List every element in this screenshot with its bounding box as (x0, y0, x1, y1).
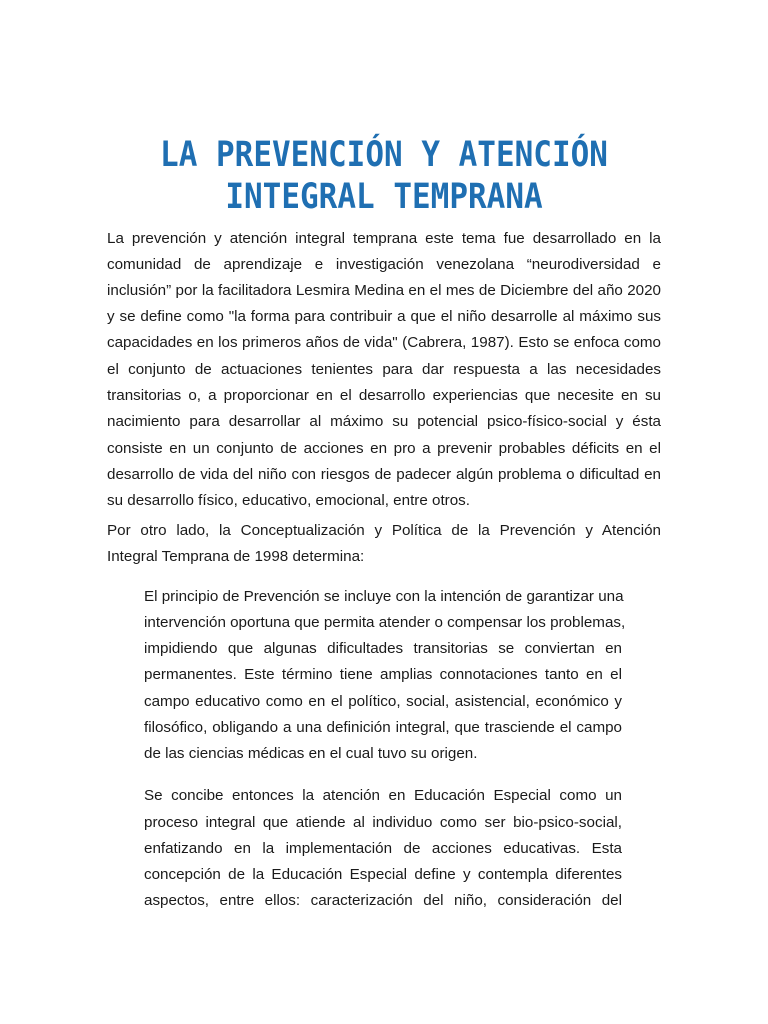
quote-line: proceso integral que atiende al individuo como ser bio-psico-social, (144, 814, 622, 831)
paragraph-line: y se define como "la forma para contribuir a que el niño desarrolle al máximo sus (107, 308, 661, 325)
quote-line: de las ciencias médicas en el cual tuvo su origen. (144, 745, 478, 762)
document-title-line-2: INTEGRAL TEMPRANA (225, 176, 543, 218)
quote-line: concepción de la Educación Especial define y contempla diferentes (144, 866, 622, 883)
quote-line: El principio de Prevención se incluye con la intención de garantizar una (144, 588, 624, 605)
paragraph-line: comunidad de aprendizaje e investigación venezolana “neurodiversidad e (107, 256, 661, 273)
paragraph-line: Integral Temprana de 1998 determina: (107, 548, 365, 565)
quote-line: Se concibe entonces la atención en Educación Especial como un (144, 787, 622, 804)
paragraph-line: desarrollo de vida del niño con riesgos de padecer algún problema o dificultad en (107, 466, 661, 483)
paragraph-line: su desarrollo físico, educativo, emocional, entre otros. (107, 492, 470, 509)
document-title-line-1: LA PREVENCIÓN Y ATENCIÓN (160, 134, 608, 176)
quote-line: intervención oportuna que permita atender o compensar los problemas, (144, 614, 626, 631)
paragraph-line: inclusión” por la facilitadora Lesmira Medina en el mes de Diciembre del año 2020 (107, 282, 661, 299)
quote-line: aspectos, entre ellos: caracterización del niño, consideración del (144, 892, 622, 909)
quote-line: campo educativo como en el político, social, asistencial, económico y (144, 693, 622, 710)
quote-line: permanentes. Este término tiene amplias connotaciones tanto en el (144, 666, 622, 683)
quote-line: enfatizando en la implementación de acciones educativas. Esta (144, 840, 622, 857)
paragraph-line: transitorias o, a proporcionar en el desarrollo experiencias que necesite en su (107, 387, 661, 404)
paragraph-line: Por otro lado, la Conceptualización y Política de la Prevención y Atención (107, 522, 661, 539)
paragraph-line: capacidades en los primeros años de vida" (Cabrera, 1987). Esto se enfoca como (107, 334, 661, 351)
quote-line: impidiendo que algunas dificultades transitorias se conviertan en (144, 640, 622, 657)
paragraph-line: La prevención y atención integral temprana este tema fue desarrollado en la (107, 230, 661, 247)
paragraph-line: nacimiento para desarrollar al máximo su potencial psico-físico-social y ésta (107, 413, 661, 430)
paragraph-line: consiste en un conjunto de acciones en pro a prevenir probables déficits en el (107, 440, 661, 457)
quote-line: filosófico, obligando a una definición integral, que trasciende el campo (144, 719, 622, 736)
paragraph-line: el conjunto de actuaciones tenientes para dar respuesta a las necesidades (107, 361, 661, 378)
